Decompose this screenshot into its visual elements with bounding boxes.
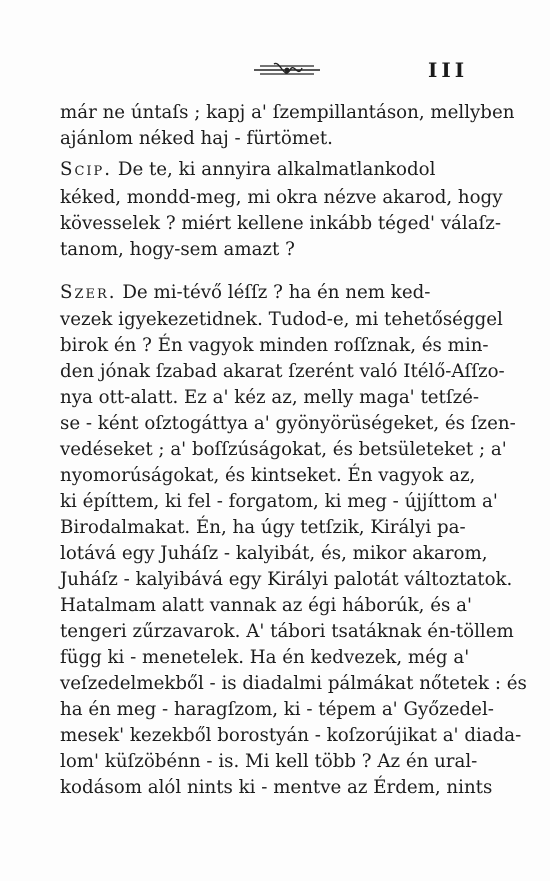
text-line: nya ott-alatt. Ez a' kéz az, melly maga' tetſzé-: [60, 387, 480, 408]
text-line: kodásom alól nints ki - mentve az Érdem, nints: [60, 777, 493, 798]
text-line: Juháſz - kalyibává egy Királyi palotát változtatok.: [60, 569, 513, 590]
text-line: már ne úntaſs ; kapj a' ſzempillantáson, mellyben: [60, 102, 515, 123]
text-line: lom' küſzöbénn - is. Mi kell több ? Az én ural-: [60, 751, 478, 772]
text-line: mesek' kezekből borostyán - koſzorújikat a' diada-: [60, 725, 522, 746]
text-line: ajánlom néked haj - fürtömet.: [60, 128, 333, 149]
text-line: se - ként oſztogáttya a' gyönyörüségeket, és ſzen-: [60, 413, 516, 434]
text-block: [60, 100, 527, 880]
text-line: vezek igyekezetidnek. Tudod-e, mi tehetőséggel: [60, 309, 503, 330]
text-line: veſzedelmekből - is diadalmi pálmákat nőtetek : és: [60, 673, 527, 694]
text-line: Birodalmakat. Én, ha úgy tetſzik, Királyi pa-: [60, 517, 466, 538]
text-line: ki építtem, ki fel - forgatom, ki meg - újjíttom a': [60, 491, 498, 512]
ornament-flourish-icon: [252, 60, 322, 80]
speech-text: De te, ki annyira alkalmatlankodol: [112, 159, 436, 180]
page-header: [0, 58, 550, 86]
speech-text: De mi-tévő léſſz ? ha én nem ked-: [116, 282, 431, 303]
text-line: tanom, hogy-sem amazt ?: [60, 239, 295, 260]
text-line: kéked, mondd-meg, mi okra nézve akarod, hogy: [60, 187, 503, 208]
text-line: lotává egy Juháſz - kalyibát, és, mikor akarom,: [60, 543, 488, 564]
text-line: vedéseket ; a' boſſzúságokat, és betsületeket ; a': [60, 439, 507, 460]
text-line: den jónak ſzabad akarat ſzerént való Itélő-Aſſzo-: [60, 361, 505, 382]
text-line: Hatalmam alatt vannak az égi háborúk, és a': [60, 595, 472, 616]
page-number: III: [428, 58, 469, 82]
speaker-name: Scip.: [60, 159, 113, 180]
speaker-name: Szer.: [60, 282, 117, 303]
text-line: birok én ? Én vagyok minden roſſznak, és min-: [60, 335, 489, 356]
text-line: nyomorúságokat, és kintseket. Én vagyok az,: [60, 465, 476, 486]
text-line: ha én meg - haragſzom, ki - tépem a' Győzedel-: [60, 699, 494, 720]
text-line: függ ki - menetelek. Ha én kedvezek, még a': [60, 647, 470, 668]
speech-line-szer: [60, 280, 430, 306]
text-line: tengeri zűrzavarok. A' tábori tsatáknak én-töllem: [60, 621, 514, 642]
speech-line-scip: [60, 157, 435, 183]
text-line: kövesselek ? miért kellene inkább téged' válaſz-: [60, 213, 502, 234]
